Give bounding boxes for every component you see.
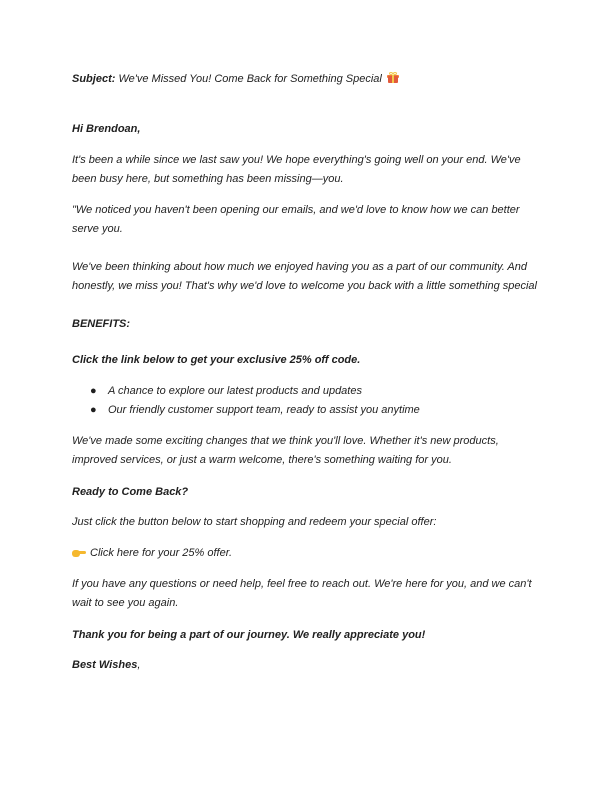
subject-text: We've Missed You! Come Back for Something Special [118, 73, 382, 85]
list-item-text: A chance to explore our latest products and updates [108, 385, 362, 397]
thank-you-line: Thank you for being a part of our journey. We really appreciate you! [72, 629, 426, 641]
gift-icon [387, 72, 399, 83]
code-instruction: Click the link below to get your exclusive 25% off code. [72, 354, 361, 366]
button-instruction: Just click the button below to start shopping and redeem your special offer: [72, 516, 437, 528]
ready-heading: Ready to Come Back? [72, 486, 189, 498]
pointing-hand-icon [72, 547, 86, 557]
offer-link[interactable]: Click here for your 25% offer. [90, 547, 233, 559]
list-item-text: Our friendly customer support team, ready to assist you anytime [108, 404, 420, 416]
benefits-heading: BENEFITS: [72, 318, 131, 330]
paragraph-5-line-1: If you have any questions or need help, feel free to reach out. We're here for you, and we can't [72, 578, 532, 590]
subject-label: Subject: [72, 73, 116, 85]
bullet-marker: ● [90, 404, 97, 416]
subject-line [72, 72, 399, 86]
paragraph-4-line-1: We've made some exciting changes that we think you'll love. Whether it's new products, [72, 435, 499, 447]
paragraph-5-line-2: wait to see you again. [72, 597, 179, 609]
offer-link-row[interactable] [72, 546, 232, 560]
paragraph-2-line-2: serve you. [72, 223, 123, 235]
paragraph-3-line-2: honestly, we miss you! That's why we'd love to welcome you back with a little something special [72, 280, 537, 292]
paragraph-1-line-2: been busy here, but something has been missing—you. [72, 173, 344, 185]
paragraph-4-line-2: improved services, or just a warm welcome, there's something waiting for you. [72, 454, 452, 466]
signoff-text: Best Wishes [72, 659, 138, 671]
list-item [90, 384, 362, 398]
paragraph-1-line-1: It's been a while since we last saw you! We hope everything's going well on your end. We've [72, 154, 521, 166]
bullet-marker: ● [90, 385, 97, 397]
signoff [72, 658, 140, 672]
signoff-comma: , [137, 659, 141, 671]
greeting: Hi Brendoan, [72, 123, 141, 135]
list-item [90, 403, 420, 417]
paragraph-2-line-1: "We noticed you haven't been opening our emails, and we'd love to know how we can better [72, 204, 520, 216]
paragraph-3-line-1: We've been thinking about how much we enjoyed having you as a part of our community. And [72, 261, 527, 273]
